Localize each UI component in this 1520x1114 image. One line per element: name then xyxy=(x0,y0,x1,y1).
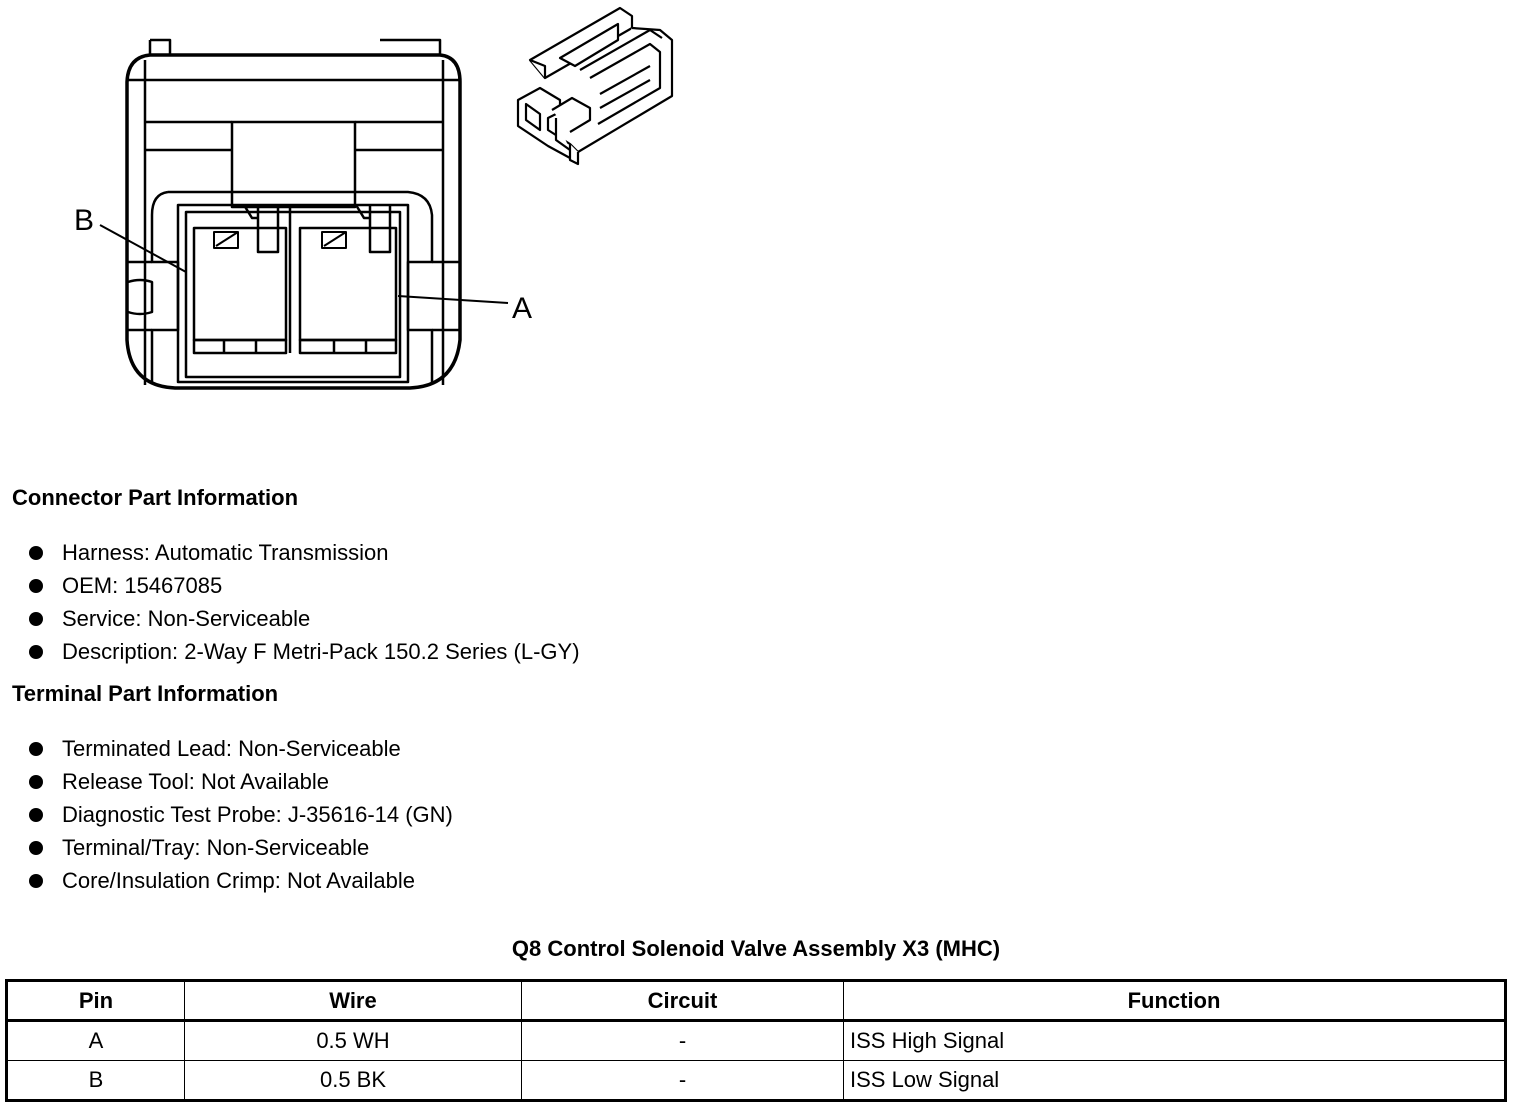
pin-table-title: Q8 Control Solenoid Valve Assembly X3 (MHC) xyxy=(511,936,1001,961)
list-item xyxy=(26,866,453,899)
bullet-icon xyxy=(29,612,43,626)
list-item-text: Diagnostic Test Probe: J-35616-14 (GN) xyxy=(62,802,453,827)
bullet-icon xyxy=(29,546,43,560)
table-header-row xyxy=(7,981,1506,1021)
list-item-text: Description: 2-Way F Metri-Pack 150.2 Series (L-GY) xyxy=(62,639,580,664)
pin-label-b: B xyxy=(74,204,95,237)
wire-cell: 0.5 BK xyxy=(185,1061,522,1101)
list-item xyxy=(26,767,453,800)
column-header-pin: Pin xyxy=(7,981,185,1021)
list-item-text: OEM: 15467085 xyxy=(62,573,223,598)
list-item xyxy=(26,734,453,767)
column-header-wire: Wire xyxy=(185,981,522,1021)
list-item-text: Core/Insulation Crimp: Not Available xyxy=(62,868,415,893)
wire-cell: 0.5 WH xyxy=(185,1021,522,1061)
pin-label-a: A xyxy=(512,292,533,325)
connector-info-list xyxy=(26,538,580,670)
table-row xyxy=(7,1061,1506,1101)
table-row xyxy=(7,1021,1506,1061)
list-item-text: Harness: Automatic Transmission xyxy=(62,540,389,565)
bullet-icon xyxy=(29,874,43,888)
bullet-icon xyxy=(29,841,43,855)
pin-table xyxy=(5,979,1507,1102)
bullet-icon xyxy=(29,645,43,659)
list-item-text: Release Tool: Not Available xyxy=(62,769,330,794)
list-item-text: Service: Non-Serviceable xyxy=(62,606,311,631)
column-header-circuit: Circuit xyxy=(522,981,844,1021)
list-item-text: Terminal/Tray: Non-Serviceable xyxy=(62,835,370,860)
list-item xyxy=(26,571,580,604)
pin-cell: A xyxy=(7,1021,185,1061)
list-item xyxy=(26,604,580,637)
connector-info-heading: Connector Part Information xyxy=(12,485,299,510)
terminal-info-list xyxy=(26,734,453,899)
terminal-info-heading: Terminal Part Information xyxy=(12,681,279,706)
list-item xyxy=(26,538,580,571)
list-item-text: Terminated Lead: Non-Serviceable xyxy=(62,736,401,761)
list-item xyxy=(26,800,453,833)
list-item xyxy=(26,833,453,866)
pin-cell: B xyxy=(7,1061,185,1101)
function-cell: ISS High Signal xyxy=(844,1021,1506,1061)
bullet-icon xyxy=(29,579,43,593)
connector-face-diagram xyxy=(0,0,760,420)
circuit-cell: - xyxy=(522,1061,844,1101)
list-item xyxy=(26,637,580,670)
bullet-icon xyxy=(29,742,43,756)
circuit-cell: - xyxy=(522,1021,844,1061)
connector-3d-icon xyxy=(518,8,672,164)
function-cell: ISS Low Signal xyxy=(844,1061,1506,1101)
bullet-icon xyxy=(29,775,43,789)
column-header-function: Function xyxy=(844,981,1506,1021)
bullet-icon xyxy=(29,808,43,822)
